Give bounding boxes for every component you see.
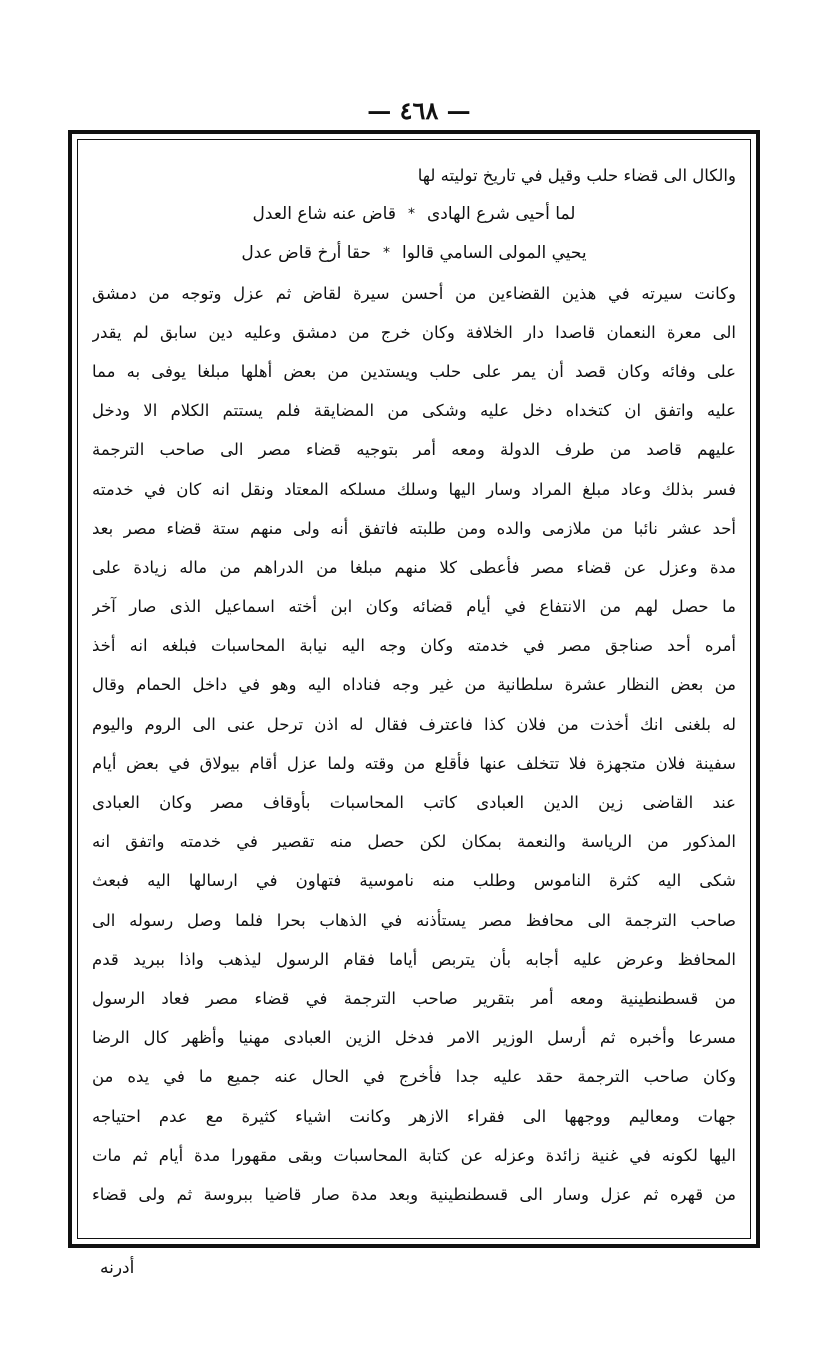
text-line: عند القاضى زين الدين العبادى كاتب المحاسبات بأوقاف مصر وكان العبادى <box>92 793 736 812</box>
text-line: له بلغنى انك أخذت من فلان كذا فاعترف فقال له اذن ترحل عنى الى الروم واليوم <box>92 714 736 734</box>
verse-line <box>92 195 736 234</box>
verse-first-hemistich: يحيي المولى السامي قالوا <box>402 243 587 264</box>
opening-line: والكال الى قضاء حلب وقيل في تاريخ توليته لها <box>417 166 736 185</box>
text-line: الى معرة النعمان قاصدا دار الخلافة وكان خرج من دمشق وعليه دين سابق لم يقدر <box>92 322 736 342</box>
verse-line <box>92 234 736 273</box>
text-line: المذكور من الرياسة والنعمة بمكان لكن حصل منه تقصير في خدمته واتفق انه <box>92 832 736 852</box>
verse-first-hemistich: لما أحيى شرع الهادى <box>426 204 576 225</box>
text-line: عليهم قاصد من طرف الدولة ومعه أمر بتوجيه قضاء مصر الى صاحب الترجمة <box>92 440 736 460</box>
text-line: على وفائه وكان قصد أن يمر على حلب ويستدين من بعض أهلها مبلغا يوفى به مما <box>92 361 736 381</box>
verse-second-hemistich: قاض عنه شاع العدل <box>252 204 396 225</box>
text-line: مسرعا وأخبره ثم أرسل الوزير الامر فدخل الزين العبادى مهنيا وأظهر كال الرضا <box>92 1028 736 1048</box>
verse-separator-star: * <box>383 245 391 262</box>
text-line: جهات ومعاليم ووجهها الى فقراء الازهر وكانت اشياء كثيرة مع عدم احتياجه <box>92 1106 736 1126</box>
text-line: أحد عشر نائبا من ملازمى والده ومن طلبته فاتفق أنه ولى منهم ستة قضاء مصر بعد <box>92 518 736 538</box>
catchword: أدرنه <box>100 1258 135 1278</box>
text-line: فسر بذلك وعاد مبلغ المراد وسار اليها وسلك مسلكه المعتاد ونقل انه كان في خدمته <box>92 479 736 499</box>
text-line: وكانت سيرته في هذين القضاءين من أحسن سيرة لقاض ثم عزل وتوجه من دمشق <box>92 283 736 303</box>
page-frame <box>68 130 760 1248</box>
text-line: عليه واتفق ان كتخداه دخل عليه وشكى من المضايقة فلم يستتم الكلام الا ودخل <box>92 401 736 421</box>
verse-second-hemistich: حقا أرخ قاض عدل <box>241 243 372 264</box>
text-line: سفينة فلان متجهزة فلا تتخلف عنها فأقلع من وقته ولما عزل أقام بيولاق في بعض أيام <box>92 753 736 773</box>
text-line: اليها لكونه في غنية زائدة وعزله عن كتابة المحاسبات وبقى مقهورا مدة أيام ثم مات <box>92 1145 736 1165</box>
text-line: وكان صاحب الترجمة حقد عليه جدا فأخرج في الحال عنه جميع ما في يده من <box>92 1067 736 1087</box>
text-line: شكى اليه كثرة الناموس وطلب منه ناموسية فتهاون في ارسالها اليه فبعث <box>92 871 736 891</box>
text-line: أمره أحد صناجق مصر في خدمته وكان وجه اليه نيابة المحاسبات فبلغه انه أخذ <box>92 636 736 656</box>
text-line: صاحب الترجمة الى محافظ مصر يستأذنه في الذهاب بحرا فلما وصل رسوله الى <box>92 910 736 930</box>
text-line: من قهره ثم عزل وسار الى قسطنطينية وبعد مدة صار قاضيا ببروسة ثم ولى قضاء <box>92 1184 736 1204</box>
text-line: من بعض النظار عشرة سلطانية من غير وجه فناداه اليه وهو في داخل الحمام وقال <box>92 675 736 695</box>
page-number: — ٤٦٨ — <box>367 96 471 125</box>
main-text <box>92 156 736 1214</box>
text-line: المحافظ وعرض عليه أجابه بأن يتربص أياما فقام الرسول ليذهب واذا ببريد قدم <box>92 949 736 969</box>
verse-separator-star: * <box>407 206 415 223</box>
text-line: ما حصل لهم من الانتفاع في أيام قضائه وكان ابن أخته اسماعيل الذى صار آخر <box>92 597 736 617</box>
text-line: من قسطنطينية ومعه أمر بتقرير صاحب الترجمة في قضاء مصر فعاد الرسول <box>92 988 736 1008</box>
text-line: مدة وعزل عن قضاء مصر فأعطى كلا منهم مبلغا من الدراهم من ماله زيادة على <box>92 557 736 577</box>
